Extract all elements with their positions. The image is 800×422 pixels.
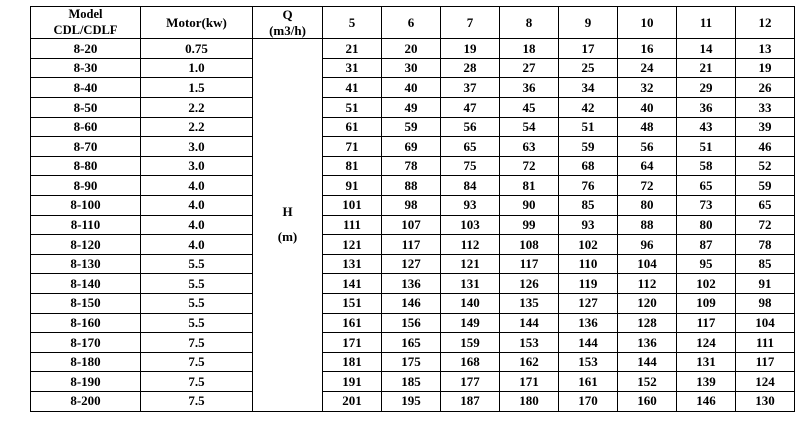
cell-head-value: 156 — [382, 313, 441, 333]
cell-head-value: 40 — [382, 78, 441, 98]
cell-head-value: 103 — [441, 215, 500, 235]
header-flow-col-2: 7 — [441, 7, 500, 39]
table-row — [31, 254, 795, 274]
cell-head-value: 33 — [736, 98, 795, 118]
cell-model: 8-60 — [31, 117, 141, 137]
header-flow-col-4: 9 — [559, 7, 618, 39]
cell-head-value: 40 — [618, 98, 677, 118]
cell-head-value: 85 — [736, 254, 795, 274]
cell-head-value: 128 — [618, 313, 677, 333]
cell-head-value: 72 — [736, 215, 795, 235]
table-row — [31, 313, 795, 333]
cell-head-value: 56 — [618, 137, 677, 157]
cell-head-value: 91 — [736, 274, 795, 294]
cell-head-value: 90 — [500, 196, 559, 216]
cell-head-value: 140 — [441, 293, 500, 313]
cell-head-value: 24 — [618, 58, 677, 78]
head-symbol: H — [282, 204, 293, 220]
cell-head-value: 117 — [382, 235, 441, 255]
cell-head-value: 36 — [500, 78, 559, 98]
cell-head-value: 48 — [618, 117, 677, 137]
cell-head-value: 51 — [559, 117, 618, 137]
table-row — [31, 98, 795, 118]
header-flow-rate — [253, 7, 323, 39]
cell-head-value: 43 — [677, 117, 736, 137]
cell-head-value: 101 — [323, 196, 382, 216]
cell-head-value: 34 — [559, 78, 618, 98]
cell-head-value: 98 — [382, 196, 441, 216]
cell-model: 8-20 — [31, 39, 141, 59]
cell-motor: 7.5 — [141, 352, 253, 372]
cell-model: 8-80 — [31, 156, 141, 176]
cell-head-value: 88 — [618, 215, 677, 235]
cell-motor: 4.0 — [141, 215, 253, 235]
cell-head-value: 127 — [559, 293, 618, 313]
cell-head-value: 96 — [618, 235, 677, 255]
cell-head-value: 80 — [677, 215, 736, 235]
cell-head-value: 187 — [441, 391, 500, 411]
cell-head-value: 36 — [677, 98, 736, 118]
cell-head-value: 91 — [323, 176, 382, 196]
cell-head-value: 18 — [500, 39, 559, 59]
cell-head-value: 16 — [618, 39, 677, 59]
cell-head-value: 71 — [323, 137, 382, 157]
cell-head-value: 191 — [323, 372, 382, 392]
cell-head-value: 93 — [559, 215, 618, 235]
cell-head-value: 165 — [382, 333, 441, 353]
cell-head-value: 78 — [736, 235, 795, 255]
table-row — [31, 391, 795, 411]
cell-motor: 5.5 — [141, 293, 253, 313]
cell-head-value: 152 — [618, 372, 677, 392]
cell-head-value: 144 — [559, 333, 618, 353]
cell-head-value: 19 — [441, 39, 500, 59]
cell-head-value: 29 — [677, 78, 736, 98]
cell-head-value: 68 — [559, 156, 618, 176]
cell-head-value: 21 — [323, 39, 382, 59]
cell-head-value: 28 — [441, 58, 500, 78]
cell-motor: 1.0 — [141, 58, 253, 78]
cell-model: 8-200 — [31, 391, 141, 411]
table-row — [31, 372, 795, 392]
cell-model: 8-130 — [31, 254, 141, 274]
cell-head-value: 117 — [677, 313, 736, 333]
cell-head-value: 52 — [736, 156, 795, 176]
cell-head-value: 181 — [323, 352, 382, 372]
cell-head-value: 127 — [382, 254, 441, 274]
cell-head-value: 131 — [441, 274, 500, 294]
cell-head-value: 88 — [382, 176, 441, 196]
header-q-symbol: Q — [282, 7, 293, 23]
table-row — [31, 137, 795, 157]
cell-head-value: 31 — [323, 58, 382, 78]
table-header-row — [31, 7, 795, 39]
table-row — [31, 156, 795, 176]
cell-model: 8-120 — [31, 235, 141, 255]
table-row — [31, 176, 795, 196]
cell-head-value: 78 — [382, 156, 441, 176]
cell-head-value: 76 — [559, 176, 618, 196]
cell-motor: 0.75 — [141, 39, 253, 59]
cell-head-value: 56 — [441, 117, 500, 137]
cell-model: 8-170 — [31, 333, 141, 353]
header-flow-col-7: 12 — [736, 7, 795, 39]
cell-head-value: 149 — [441, 313, 500, 333]
table-row — [31, 39, 795, 59]
cell-head-value: 61 — [323, 117, 382, 137]
cell-head-value: 75 — [441, 156, 500, 176]
cell-head-value: 59 — [559, 137, 618, 157]
table-header — [31, 7, 795, 39]
cell-head-value: 25 — [559, 58, 618, 78]
cell-motor: 3.0 — [141, 137, 253, 157]
cell-motor: 4.0 — [141, 196, 253, 216]
header-flow-col-3: 8 — [500, 7, 559, 39]
cell-head-value: 131 — [323, 254, 382, 274]
cell-motor: 7.5 — [141, 372, 253, 392]
cell-head-value: 81 — [323, 156, 382, 176]
cell-head-value: 98 — [736, 293, 795, 313]
cell-head-value: 139 — [677, 372, 736, 392]
cell-head-value: 47 — [441, 98, 500, 118]
cell-head-value: 39 — [736, 117, 795, 137]
cell-head-value: 162 — [500, 352, 559, 372]
cell-head-value: 112 — [441, 235, 500, 255]
cell-head-value: 17 — [559, 39, 618, 59]
cell-head-value: 107 — [382, 215, 441, 235]
cell-motor: 2.2 — [141, 117, 253, 137]
header-q-unit: (m3/h) — [269, 22, 306, 38]
cell-motor: 2.2 — [141, 98, 253, 118]
cell-model: 8-180 — [31, 352, 141, 372]
table-row — [31, 58, 795, 78]
cell-head-value: 161 — [559, 372, 618, 392]
header-model — [31, 7, 141, 39]
table-row — [31, 274, 795, 294]
cell-head-value: 58 — [677, 156, 736, 176]
header-model-line1: Model — [68, 7, 103, 21]
cell-head-value: 85 — [559, 196, 618, 216]
cell-head-value: 161 — [323, 313, 382, 333]
table-row — [31, 78, 795, 98]
cell-model: 8-100 — [31, 196, 141, 216]
cell-head-value: 160 — [618, 391, 677, 411]
cell-motor: 5.5 — [141, 254, 253, 274]
cell-head-value: 144 — [500, 313, 559, 333]
cell-head-value: 136 — [618, 333, 677, 353]
cell-head-value: 171 — [500, 372, 559, 392]
cell-head-value: 49 — [382, 98, 441, 118]
cell-head-value: 119 — [559, 274, 618, 294]
cell-head-value: 20 — [382, 39, 441, 59]
cell-head-value: 146 — [382, 293, 441, 313]
cell-head-value: 111 — [323, 215, 382, 235]
cell-head-value: 32 — [618, 78, 677, 98]
table-row — [31, 196, 795, 216]
cell-head-value: 121 — [441, 254, 500, 274]
cell-head-value: 151 — [323, 293, 382, 313]
cell-head-value: 69 — [382, 137, 441, 157]
cell-head-value: 65 — [677, 176, 736, 196]
cell-model: 8-150 — [31, 293, 141, 313]
cell-motor: 7.5 — [141, 391, 253, 411]
table-row — [31, 215, 795, 235]
cell-head-value: 102 — [559, 235, 618, 255]
cell-head-value: 130 — [736, 391, 795, 411]
cell-head-value: 30 — [382, 58, 441, 78]
cell-head-value: 51 — [677, 137, 736, 157]
cell-head-value: 87 — [677, 235, 736, 255]
cell-head-value: 102 — [677, 274, 736, 294]
cell-head-value: 46 — [736, 137, 795, 157]
cell-head-value: 72 — [500, 156, 559, 176]
cell-head-value: 117 — [500, 254, 559, 274]
cell-head-value: 136 — [382, 274, 441, 294]
cell-head-value: 64 — [618, 156, 677, 176]
cell-head-value: 21 — [677, 58, 736, 78]
cell-head-value: 144 — [618, 352, 677, 372]
table-row — [31, 117, 795, 137]
cell-head-value: 168 — [441, 352, 500, 372]
cell-head-value: 153 — [559, 352, 618, 372]
cell-head-value: 120 — [618, 293, 677, 313]
cell-head-value: 14 — [677, 39, 736, 59]
cell-motor: 4.0 — [141, 235, 253, 255]
cell-model: 8-190 — [31, 372, 141, 392]
cell-model: 8-40 — [31, 78, 141, 98]
cell-head-value: 104 — [736, 313, 795, 333]
cell-head-value: 141 — [323, 274, 382, 294]
cell-model: 8-70 — [31, 137, 141, 157]
cell-motor: 1.5 — [141, 78, 253, 98]
cell-motor: 5.5 — [141, 313, 253, 333]
cell-head-value: 112 — [618, 274, 677, 294]
cell-head-value: 175 — [382, 352, 441, 372]
cell-head-value: 104 — [618, 254, 677, 274]
cell-head-value: 111 — [736, 333, 795, 353]
cell-head-value: 110 — [559, 254, 618, 274]
cell-model: 8-50 — [31, 98, 141, 118]
cell-head-value: 136 — [559, 313, 618, 333]
cell-head-value: 19 — [736, 58, 795, 78]
cell-motor: 4.0 — [141, 176, 253, 196]
cell-head-value: 63 — [500, 137, 559, 157]
header-flow-col-0: 5 — [323, 7, 382, 39]
cell-head-value: 45 — [500, 98, 559, 118]
cell-head-value: 65 — [441, 137, 500, 157]
header-flow-col-1: 6 — [382, 7, 441, 39]
header-flow-col-5: 10 — [618, 7, 677, 39]
header-model-line2: CDL/CDLF — [53, 22, 118, 37]
cell-head-value: 72 — [618, 176, 677, 196]
cell-head-value: 201 — [323, 391, 382, 411]
cell-head-value: 37 — [441, 78, 500, 98]
pump-performance-table — [30, 6, 795, 412]
cell-head-value: 80 — [618, 196, 677, 216]
cell-motor: 7.5 — [141, 333, 253, 353]
cell-head-value: 180 — [500, 391, 559, 411]
cell-head-value: 108 — [500, 235, 559, 255]
cell-head-value: 99 — [500, 215, 559, 235]
table-row — [31, 235, 795, 255]
cell-head-value: 195 — [382, 391, 441, 411]
cell-head-value: 41 — [323, 78, 382, 98]
cell-model: 8-110 — [31, 215, 141, 235]
cell-motor: 5.5 — [141, 274, 253, 294]
cell-head-value: 84 — [441, 176, 500, 196]
cell-head-value: 117 — [736, 352, 795, 372]
cell-head-value: 126 — [500, 274, 559, 294]
cell-head-value: 51 — [323, 98, 382, 118]
cell-model: 8-30 — [31, 58, 141, 78]
cell-head-value: 131 — [677, 352, 736, 372]
table-row — [31, 293, 795, 313]
cell-head-value: 65 — [736, 196, 795, 216]
cell-head-value: 13 — [736, 39, 795, 59]
cell-head-value: 170 — [559, 391, 618, 411]
cell-model: 8-140 — [31, 274, 141, 294]
table-row — [31, 333, 795, 353]
head-unit: (m) — [277, 228, 298, 244]
cell-head-value: 42 — [559, 98, 618, 118]
cell-head-value: 177 — [441, 372, 500, 392]
cell-head-value: 59 — [736, 176, 795, 196]
header-motor: Motor(kw) — [141, 7, 253, 39]
cell-motor: 3.0 — [141, 156, 253, 176]
cell-head-value: 171 — [323, 333, 382, 353]
cell-model: 8-90 — [31, 176, 141, 196]
cell-head-label — [253, 39, 323, 411]
cell-head-value: 185 — [382, 372, 441, 392]
cell-head-value: 93 — [441, 196, 500, 216]
cell-head-value: 54 — [500, 117, 559, 137]
cell-head-value: 95 — [677, 254, 736, 274]
cell-head-value: 27 — [500, 58, 559, 78]
cell-head-value: 159 — [441, 333, 500, 353]
cell-head-value: 135 — [500, 293, 559, 313]
cell-head-value: 109 — [677, 293, 736, 313]
cell-head-value: 81 — [500, 176, 559, 196]
header-flow-col-6: 11 — [677, 7, 736, 39]
cell-head-value: 124 — [677, 333, 736, 353]
cell-head-value: 121 — [323, 235, 382, 255]
cell-head-value: 153 — [500, 333, 559, 353]
cell-head-value: 26 — [736, 78, 795, 98]
cell-model: 8-160 — [31, 313, 141, 333]
table-body — [31, 39, 795, 411]
cell-head-value: 59 — [382, 117, 441, 137]
cell-head-value: 146 — [677, 391, 736, 411]
table-row — [31, 352, 795, 372]
cell-head-value: 124 — [736, 372, 795, 392]
cell-head-value: 73 — [677, 196, 736, 216]
